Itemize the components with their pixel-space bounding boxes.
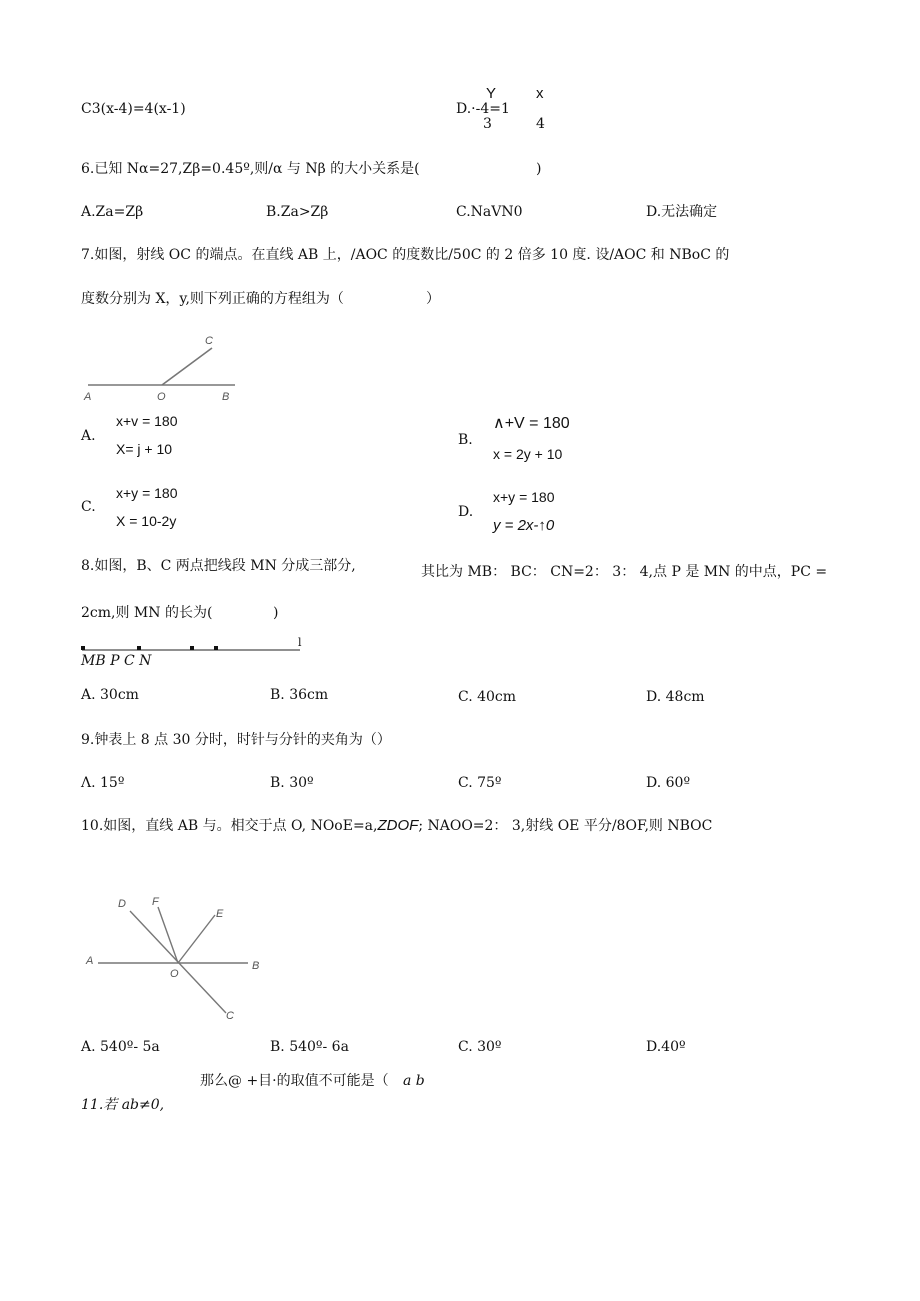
- q10-option-c: C. 30º: [458, 1039, 502, 1055]
- q8-point-c: [214, 646, 218, 650]
- q7-label-b: B: [222, 391, 230, 403]
- q10-stem-part2: ZDOF: [377, 817, 419, 834]
- q7-option-b-eq1: ∧+V = 180: [493, 415, 570, 432]
- q10-option-a: A. 540º- 5a: [81, 1039, 160, 1055]
- q8-figure-end-mark: l: [298, 636, 302, 649]
- q5-option-c: C3(x-4)=4(x-1): [81, 101, 186, 117]
- q11-stem-number: 11.若 ab≠0,: [81, 1097, 165, 1113]
- q10-angle-figure: [80, 893, 270, 1028]
- q5-option-d-top-right: x: [536, 85, 544, 102]
- q7-label-o: O: [157, 391, 166, 403]
- q10-label-c: C: [226, 1010, 234, 1022]
- q8-stem-line1a: 8.如图，B、C 两点把线段 MN 分成三部分,: [81, 558, 356, 574]
- q10-label-e: E: [216, 908, 224, 920]
- q7-angle-figure: [80, 330, 240, 405]
- q9-option-d: D. 60º: [646, 775, 691, 791]
- q8-option-c: C. 40cm: [458, 689, 517, 705]
- q5-option-d-top-left: Y: [486, 85, 497, 102]
- q7-stem-close: ）: [426, 291, 440, 307]
- q7-option-c-label: C.: [81, 499, 96, 515]
- q10-label-d: D: [118, 898, 126, 910]
- q6-option-c: C.NaVN0: [456, 204, 523, 220]
- q7-label-a: A: [84, 391, 92, 403]
- q5-option-d: D.·-4=1: [456, 101, 510, 117]
- q8-stem-close: ): [273, 605, 279, 621]
- q10-stem-part1: 10.如图，直线 AB 与。相交于点 O, NOoE=a,: [81, 818, 378, 834]
- q8-option-a: A. 30cm: [81, 687, 139, 703]
- q10-option-d: D.40º: [646, 1039, 686, 1055]
- q7-option-d-label: D.: [458, 504, 474, 520]
- q7-option-b-label: B.: [458, 432, 473, 448]
- q7-option-c-eq1: x+y = 180: [116, 485, 178, 501]
- q6-option-b: B.Za>Zβ: [266, 204, 329, 220]
- q10-stem-part3: ; NAOO=2： 3,射线 OE 平分/8OF,则 NBOC: [418, 818, 713, 834]
- q9-option-a: Λ. 15º: [81, 775, 125, 791]
- q5-option-d-bottom-left: 3: [483, 116, 492, 132]
- q8-point-b: [137, 646, 141, 650]
- q7-label-c: C: [205, 335, 213, 347]
- q8-stem-line2: 2cm,则 MN 的长为(: [81, 605, 213, 621]
- q10-label-f: F: [152, 896, 159, 908]
- q8-figure-caption: MB P C N: [81, 653, 152, 669]
- q10-option-b: B. 540º- 6a: [270, 1039, 349, 1055]
- q10-stem: [81, 818, 712, 833]
- q5-option-d-bottom-right: 4: [536, 116, 545, 132]
- q8-point-m: [81, 646, 85, 650]
- q7-option-d-eq1: x+y = 180: [493, 489, 555, 505]
- q9-stem: 9.钟表上 8 点 30 分时，时针与分针的夹角为（）: [81, 732, 391, 748]
- q9-option-b: B. 30º: [270, 775, 314, 791]
- q9-option-c: C. 75º: [458, 775, 502, 791]
- q8-point-p: [190, 646, 194, 650]
- q8-segment-figure: [80, 640, 310, 654]
- q11-stem-fraction-denominators: a b: [403, 1073, 425, 1089]
- q7-option-b-eq2: x = 2y + 10: [493, 446, 563, 462]
- q6-option-d: D.无法确定: [646, 204, 718, 220]
- q7-option-a-eq2: X= j + 10: [116, 441, 173, 457]
- q7-ray-oc: [162, 348, 212, 385]
- q10-label-o: O: [170, 968, 179, 980]
- q6-stem-close: ): [536, 161, 542, 177]
- q7-option-a-label: A.: [81, 428, 96, 444]
- q7-option-a-eq1: x+v = 180: [116, 413, 178, 429]
- q7-option-c-eq2: X = 10-2y: [116, 513, 177, 529]
- q10-ray-oe: [178, 915, 215, 963]
- q7-stem-line1: 7.如图，射线 OC 的端点。在直线 AB 上，/AOC 的度数比/50C 的 2 倍多 10 度. 设/AOC 和 NBoC 的: [81, 247, 730, 263]
- q10-label-b: B: [252, 960, 260, 972]
- q6-stem: 6.已知 Nα=27,Zβ=0.45º,则/α 与 Nβ 的大小关系是(: [81, 161, 420, 177]
- q8-option-b: B. 36cm: [270, 687, 329, 703]
- q10-label-a: A: [86, 955, 94, 967]
- q11-stem-part1: 那么@ +目·的取值不可能是（: [200, 1073, 389, 1089]
- q8-option-d: D. 48cm: [646, 689, 705, 705]
- q8-stem-line1b: 其比为 MB： BC： CN=2： 3： 4,点 P 是 MN 的中点，PC =: [421, 564, 828, 580]
- q7-option-d-eq2: y = 2x-↑0: [493, 517, 555, 534]
- q7-stem-line2: 度数分别为 X，y,则下列正确的方程组为（: [81, 291, 344, 307]
- q10-ray-of: [158, 907, 178, 963]
- q6-option-a: A.Za=Zβ: [81, 204, 144, 220]
